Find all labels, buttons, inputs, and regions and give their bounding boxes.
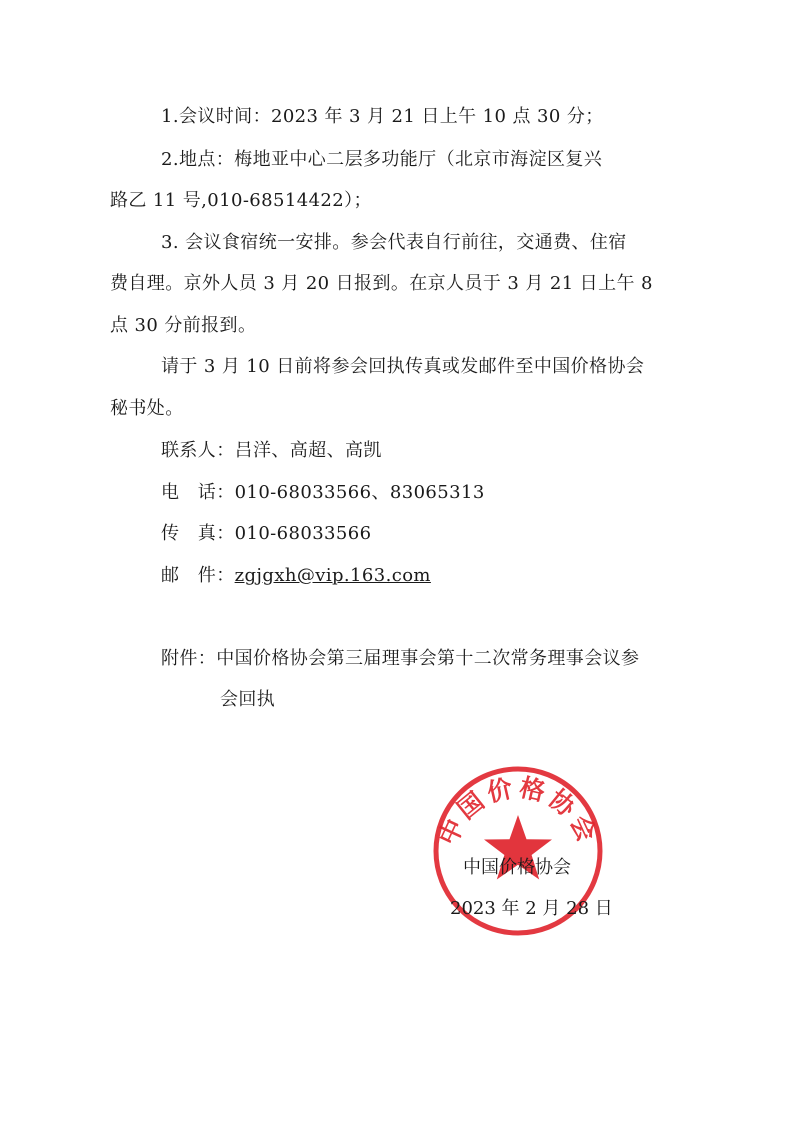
phone-value: 010-68033566、83065313 — [234, 482, 485, 503]
contact-value: 吕洋、高超、高凯 — [234, 440, 382, 461]
attachment-line1: 附件：中国价格协会第三届理事会第十二次常务理事会议参 — [161, 648, 640, 669]
meeting-location-line2: 路乙 11 号,010-68514422）； — [110, 190, 372, 211]
contact-person — [161, 439, 382, 463]
email-link[interactable]: zgjgxh@vip.163.com — [234, 565, 431, 586]
accommodation-line3: 点 30 分前报到。 — [110, 315, 257, 336]
accommodation-line1: 3. 会议食宿统一安排。参会代表自行前往，交通费、住宿 — [161, 232, 627, 253]
meeting-time: 1.会议时间：2023 年 3 月 21 日上午 10 点 30 分； — [161, 106, 604, 127]
email-label: 邮 件： — [161, 565, 235, 586]
email-row — [161, 564, 431, 588]
phone-row — [161, 481, 485, 505]
fax-row — [161, 522, 371, 546]
phone-label: 电 话： — [161, 482, 235, 503]
signature-organization: 中国价格协会 — [463, 857, 571, 878]
fax-value: 010-68033566 — [234, 523, 372, 544]
notice-line1: 请于 3 月 10 日前将参会回执传真或发邮件至中国价格协会 — [161, 356, 645, 377]
attachment-line2: 会回执 — [220, 689, 276, 710]
notice-line2: 秘书处。 — [110, 398, 184, 419]
signature-date: 2023 年 2 月 28 日 — [450, 898, 613, 919]
contact-label: 联系人： — [161, 440, 235, 461]
accommodation-line2: 费自理。京外人员 3 月 20 日报到。在京人员于 3 月 21 日上午 8 — [110, 273, 653, 294]
fax-label: 传 真： — [161, 523, 235, 544]
svg-text:中国价格协会: 中国价格协会 — [432, 772, 604, 850]
meeting-location-line1: 2.地点：梅地亚中心二层多功能厅（北京市海淀区复兴 — [161, 149, 603, 170]
